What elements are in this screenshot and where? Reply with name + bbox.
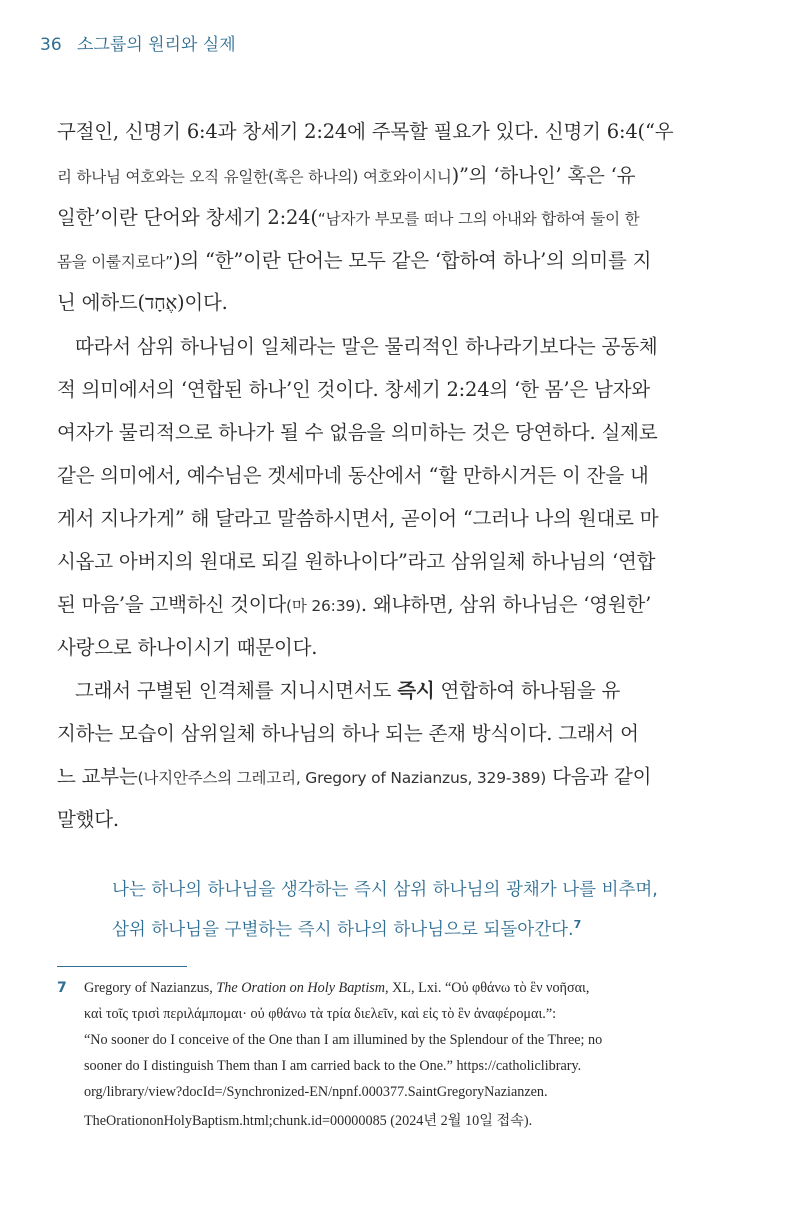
footnote-line-3 xyxy=(84,1032,602,1049)
paragraph-2-line-3 xyxy=(57,417,657,445)
footnote-number: 7 xyxy=(57,980,67,996)
paragraph-2-line-7 xyxy=(57,589,651,617)
text: 말했다. xyxy=(57,808,119,831)
italic-title: The Oration on Holy Baptism xyxy=(216,980,386,996)
quote-text: 나는 하나의 하나님을 생각하는 즉시 삼위 하나님의 광채가 나를 비추며, xyxy=(112,880,658,900)
url-text[interactable]: TheOrationonHolyBaptism.html;chunk.id=00000085 (2024년 2월 10일 접속). xyxy=(84,1113,533,1129)
text: 시옵고 아버지의 원대로 되길 원하나이다”라고 삼위일체 하나님의 ‘연합 xyxy=(57,550,656,573)
paragraph-2-line-6 xyxy=(57,546,655,574)
paragraph-1-line-4 xyxy=(57,245,651,273)
paragraph-1-line-3 xyxy=(57,202,639,230)
text: 따라서 삼위 하나님이 일체라는 말은 물리적인 하나라기보다는 공동체 xyxy=(75,335,658,358)
running-title: 소그룹의 원리와 실제 xyxy=(77,35,236,55)
page-number: 36 xyxy=(40,35,62,55)
text: 닌 에하드(אֶחָד)이다. xyxy=(57,291,228,314)
paragraph-2-line-2 xyxy=(57,374,650,402)
paragraph-2-line-8 xyxy=(57,632,317,660)
paragraph-1-line-5 xyxy=(57,287,228,315)
block-quote-line-1 xyxy=(112,876,658,901)
paragraph-3-line-3 xyxy=(57,761,651,789)
text: 지하는 모습이 삼위일체 하나님의 하나 되는 존재 방식이다. 그래서 어 xyxy=(57,722,639,745)
url-text[interactable]: org/library/view?docId=/Synchronized-EN/npnf.000377.SaintGregoryNazianzen. xyxy=(84,1084,548,1100)
url-text[interactable]: sooner do I distinguish Them than I am carried back to the One.” https://catholiclibrary. xyxy=(84,1058,582,1074)
footnote-line-6 xyxy=(84,1110,532,1130)
footnote-line-2 xyxy=(84,1006,556,1023)
text: 된 마음’을 고백하신 것이다 xyxy=(57,593,287,616)
text: . 왜냐하면, 삼위 하나님은 ‘영원한’ xyxy=(360,593,652,616)
text: 일한’이란 단어와 창세기 2:24( xyxy=(57,206,318,229)
text: 여자가 물리적으로 하나가 될 수 없음을 의미하는 것은 당연하다. 실제로 xyxy=(57,421,658,444)
running-header xyxy=(40,30,236,55)
text-small: “남자가 부모를 떠나 그의 아내와 합하여 둘이 한 xyxy=(317,210,640,228)
text-small: 몸을 이룰지로다” xyxy=(57,253,173,271)
quote-text: 삼위 하나님을 구별하는 즉시 하나의 하나님으로 되돌아간다. xyxy=(112,920,574,940)
footnote-line-4 xyxy=(84,1058,581,1075)
paragraph-1-line-2 xyxy=(57,160,635,188)
text: 연합하여 하나됨을 유 xyxy=(434,679,621,702)
paragraph-3-line-1 xyxy=(75,675,620,703)
text: Gregory of Nazianzus, xyxy=(84,980,217,996)
text-small: (마 26:39) xyxy=(286,597,361,615)
footnote-reference[interactable]: 7 xyxy=(573,918,582,932)
footnote-line-1 xyxy=(84,980,589,997)
text-small: (나지안주스의 그레고리, Gregory of Nazianzus, 329-389) xyxy=(137,769,547,787)
text: 느 교부는 xyxy=(57,765,138,788)
text-small: 리 하나님 여호와는 오직 유일한(혹은 하나의) 여호와이시니 xyxy=(57,168,452,186)
paragraph-3-line-4 xyxy=(57,804,119,832)
text: , XL, Lxi. “Οὐ φθάνω τὸ ἓν νοῆσαι, xyxy=(385,980,590,996)
text: 다음과 같이 xyxy=(546,765,652,788)
paragraph-3-line-2 xyxy=(57,718,639,746)
text: 같은 의미에서, 예수님은 겟세마네 동산에서 “할 만하시거든 이 잔을 내 xyxy=(57,464,649,487)
text: 사랑으로 하나이시기 때문이다. xyxy=(57,636,318,659)
text: )”의 ‘하나인’ 혹은 ‘유 xyxy=(451,164,636,187)
text: καὶ τοῖς τρισὶ περιλάμπομαι· οὐ φθάνω τὰ τρία διελεῖν, καὶ εἰς τὸ ἓν ἀναφέρομαι.”: xyxy=(84,1006,557,1022)
paragraph-2-line-5 xyxy=(57,503,658,531)
text: 구절인, 신명기 6:4과 창세기 2:24에 주목할 필요가 있다. 신명기 6:4(“우 xyxy=(57,120,674,143)
footnote-divider xyxy=(57,966,187,967)
text: 적 의미에서의 ‘연합된 하나’인 것이다. 창세기 2:24의 ‘한 몸’은 남자와 xyxy=(57,378,650,401)
footnote-line-5 xyxy=(84,1084,548,1101)
paragraph-2-line-1 xyxy=(75,331,657,359)
text: )의 “한”이란 단어는 모두 같은 ‘합하여 하나’의 의미를 지 xyxy=(172,249,652,272)
text: 그래서 구별된 인격체를 지니시면서도 xyxy=(75,679,398,702)
paragraph-2-line-4 xyxy=(57,460,649,488)
paragraph-1-line-1 xyxy=(57,116,673,144)
text: “No sooner do I conceive of the One than I am illumined by the Splendour of the Three; no xyxy=(84,1032,603,1048)
block-quote-line-2 xyxy=(112,916,581,941)
text: 게서 지나가게” 해 달라고 말씀하시면서, 곧이어 “그러나 나의 원대로 마 xyxy=(57,507,659,530)
emphasis-text: 즉시 xyxy=(397,679,435,702)
